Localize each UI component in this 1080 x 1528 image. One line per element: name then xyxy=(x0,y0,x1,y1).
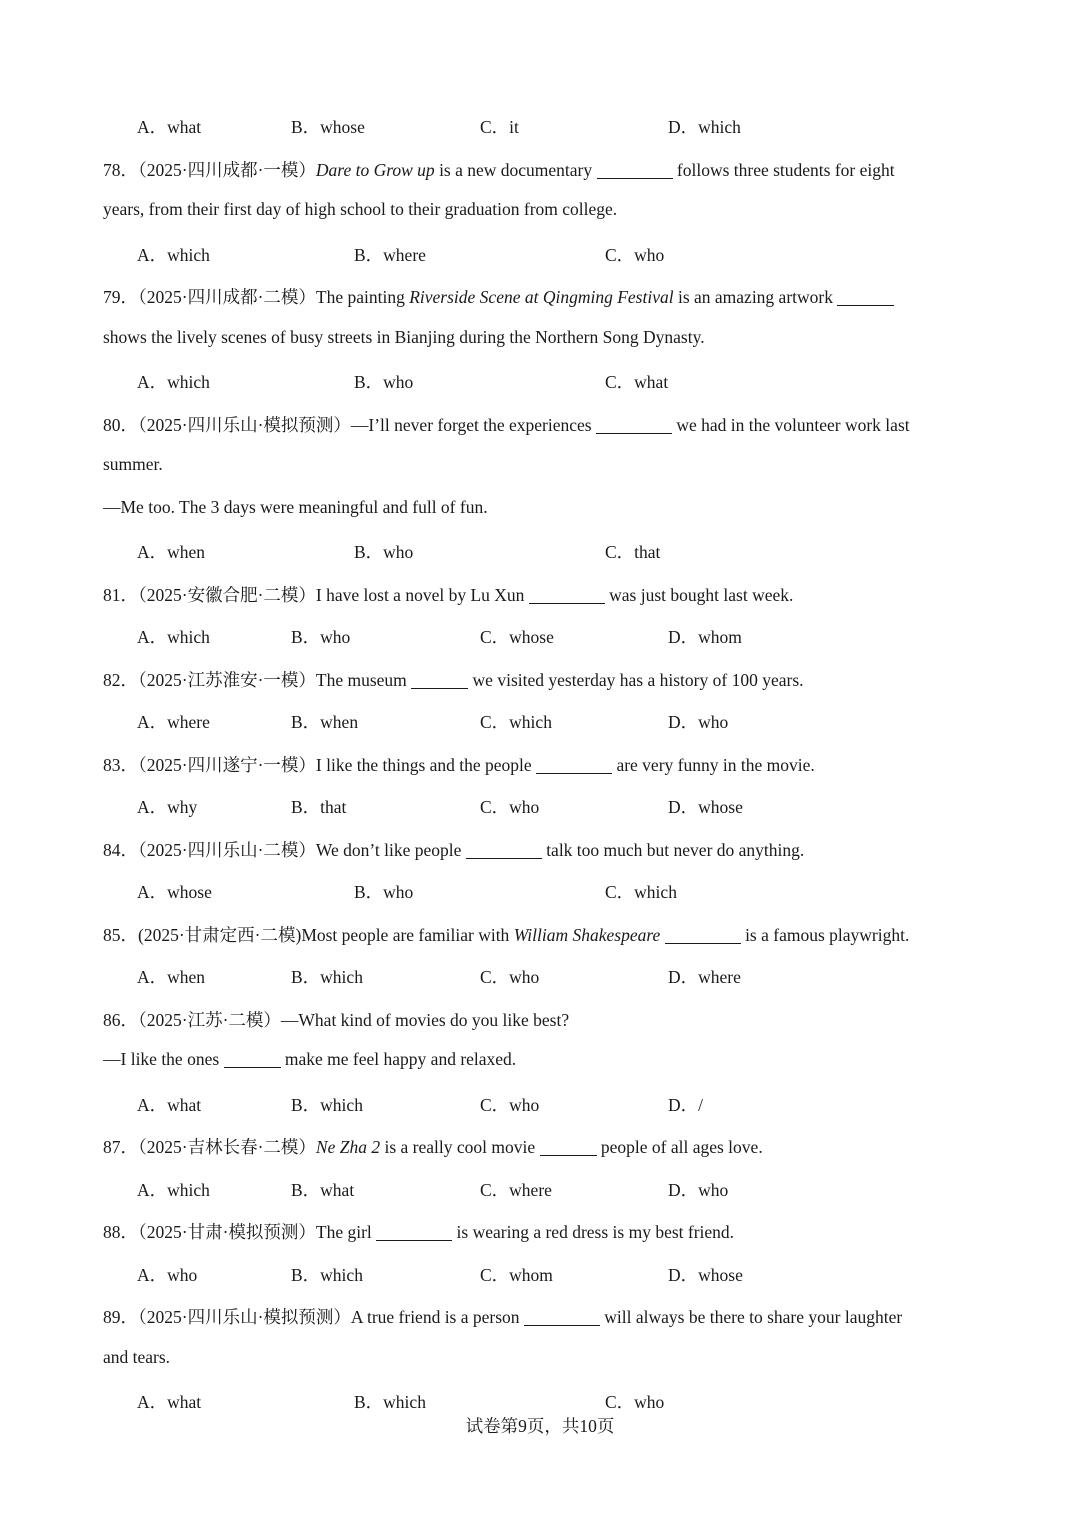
question-number: 86． xyxy=(103,1009,138,1030)
answer-blank[interactable] xyxy=(224,1050,281,1069)
answer-option[interactable]: B．who xyxy=(354,882,414,902)
question-text: The painting xyxy=(315,287,410,307)
question-source: （2025·吉林长春·二模） xyxy=(138,1137,316,1157)
answer-option[interactable]: A．where xyxy=(137,712,210,732)
question-text: The museum xyxy=(315,669,412,690)
answer-option[interactable]: B．which xyxy=(291,1264,363,1285)
question-text: The girl xyxy=(315,1222,377,1242)
question-text: —What kind of movies do you like best? xyxy=(280,1009,570,1030)
answer-option[interactable]: C．it xyxy=(480,117,519,137)
question-text: make me feel happy and relaxed. xyxy=(280,1049,517,1069)
question-text: talk too much but never do anything. xyxy=(541,839,805,860)
answer-option[interactable]: C．where xyxy=(480,1179,552,1200)
question-line xyxy=(103,582,793,607)
question-line xyxy=(103,1219,734,1244)
question-number: 82． xyxy=(103,669,138,690)
question-text: We don’t like people xyxy=(315,839,466,860)
answer-option[interactable]: C．which xyxy=(480,712,552,732)
question-text: follows three students for eight xyxy=(672,159,895,180)
question-number: 84． xyxy=(103,839,138,860)
question-continuation: and tears. xyxy=(103,1346,171,1367)
question-line xyxy=(103,837,804,862)
answer-option[interactable]: C．what xyxy=(605,372,669,392)
question-number: 78． xyxy=(103,159,138,180)
question-text: is a really cool movie xyxy=(380,1137,540,1157)
answer-option[interactable]: B．who xyxy=(354,542,414,562)
question-text: A true friend is a person xyxy=(350,1307,524,1327)
question-continuation: shows the lively scenes of busy streets in Bianjing during the Northern Song Dynasty. xyxy=(103,326,705,347)
answer-option[interactable]: C．who xyxy=(605,1392,665,1412)
question-line xyxy=(103,1134,763,1159)
answer-option[interactable]: B．where xyxy=(354,244,426,265)
answer-blank[interactable] xyxy=(665,925,741,944)
question-continuation: years, from their first day of high school to their graduation from college. xyxy=(103,199,618,219)
dialog-line xyxy=(103,1049,516,1070)
question-text: is wearing a red dress is my best friend. xyxy=(452,1222,735,1242)
question-text: I like the things and the people xyxy=(315,754,537,775)
answer-blank[interactable] xyxy=(536,755,612,774)
answer-option[interactable]: B．whose xyxy=(291,117,365,137)
answer-option[interactable]: C．whose xyxy=(480,627,554,647)
question-line xyxy=(103,922,909,947)
question-source: （2025·四川乐山·模拟预测） xyxy=(138,414,351,435)
answer-option[interactable]: D．whose xyxy=(668,797,743,817)
question-line xyxy=(103,667,804,692)
question-text: will always be there to share your laughter xyxy=(599,1307,903,1327)
answer-option[interactable]: A．whose xyxy=(137,882,212,902)
question-number: 87． xyxy=(103,1137,138,1157)
question-source: （2025·四川成都·一模） xyxy=(138,159,316,180)
answer-option[interactable]: A．which xyxy=(137,372,210,392)
question-source: （2025·江苏·二模） xyxy=(138,1009,281,1030)
question-source: （2025·四川乐山·模拟预测） xyxy=(138,1307,351,1327)
answer-option[interactable]: A．what xyxy=(137,117,202,137)
question-text: is a new documentary xyxy=(434,159,597,180)
answer-blank[interactable] xyxy=(540,1138,597,1157)
answer-option[interactable]: A．who xyxy=(137,1264,198,1285)
question-text: —I’ll never forget the experiences xyxy=(350,414,596,435)
question-text: are very funny in the movie. xyxy=(612,754,815,775)
answer-blank[interactable] xyxy=(596,415,672,434)
answer-blank[interactable] xyxy=(411,670,468,689)
question-number: 80． xyxy=(103,414,138,435)
title-italic: Dare to Grow up xyxy=(315,159,435,180)
answer-blank[interactable] xyxy=(529,585,605,604)
answer-option[interactable]: C．who xyxy=(480,797,540,817)
question-source: (2025·甘肃定西·二模) xyxy=(138,924,302,945)
answer-option[interactable]: B．who xyxy=(291,627,351,647)
question-line xyxy=(103,1007,569,1032)
title-italic: William Shakespeare xyxy=(513,924,661,945)
answer-option[interactable]: A．why xyxy=(137,797,198,817)
question-continuation: summer. xyxy=(103,454,163,474)
question-source: （2025·江苏淮安·一模） xyxy=(138,669,316,690)
answer-option[interactable]: C．whom xyxy=(480,1264,553,1285)
answer-option[interactable]: A．when xyxy=(137,542,206,562)
answer-option[interactable]: D．where xyxy=(668,967,741,987)
answer-option[interactable]: B．which xyxy=(291,967,363,987)
answer-blank[interactable] xyxy=(597,160,673,179)
question-number: 85． xyxy=(103,924,138,945)
title-italic: Ne Zha 2 xyxy=(315,1137,381,1157)
answer-option[interactable]: A．what xyxy=(137,1094,202,1115)
answer-option[interactable]: C．who xyxy=(480,1094,540,1115)
dialog-line: —Me too. The 3 days were meaningful and full of fun. xyxy=(103,496,488,517)
question-text: is an amazing artwork xyxy=(673,287,838,307)
answer-option[interactable]: A．which xyxy=(137,1179,210,1200)
question-line xyxy=(103,284,894,309)
question-line xyxy=(103,1304,902,1329)
question-line xyxy=(103,412,910,437)
question-source: （2025·四川乐山·二模） xyxy=(138,839,316,860)
answer-option[interactable]: B．what xyxy=(291,1179,355,1200)
answer-option[interactable]: B．which xyxy=(291,1094,363,1115)
answer-option[interactable]: D．which xyxy=(668,117,741,137)
answer-option[interactable]: B．which xyxy=(354,1392,426,1412)
page-footer: 试卷第9页，共10页 xyxy=(465,1416,615,1436)
question-source: （2025·四川成都·二模） xyxy=(138,287,316,307)
question-text: we had in the volunteer work last xyxy=(671,414,910,435)
answer-option[interactable]: C．who xyxy=(480,967,540,987)
question-text: we visited yesterday has a history of 100 years. xyxy=(468,669,804,690)
answer-option[interactable]: D．who xyxy=(668,1179,729,1200)
question-text: —I like the ones xyxy=(103,1049,224,1069)
question-text: I have lost a novel by Lu Xun xyxy=(315,584,529,605)
answer-option[interactable]: C．that xyxy=(605,542,661,562)
answer-option[interactable]: A．which xyxy=(137,627,210,647)
question-source: （2025·四川遂宁·一模） xyxy=(138,754,316,775)
answer-option[interactable]: B．who xyxy=(354,372,414,392)
answer-option[interactable]: B．when xyxy=(291,712,359,732)
question-source: （2025·安徽合肥·二模） xyxy=(138,584,316,605)
answer-option[interactable]: A．what xyxy=(137,1392,202,1412)
answer-option[interactable]: A．which xyxy=(137,244,210,265)
question-number: 88． xyxy=(103,1222,138,1242)
answer-option[interactable]: D．/ xyxy=(668,1094,703,1115)
answer-option[interactable]: C．who xyxy=(605,244,665,265)
question-number: 89． xyxy=(103,1307,138,1327)
answer-blank[interactable] xyxy=(376,1223,452,1242)
question-line xyxy=(103,752,815,777)
answer-blank[interactable] xyxy=(837,288,894,307)
answer-blank[interactable] xyxy=(466,840,542,859)
answer-option[interactable]: C．which xyxy=(605,882,677,902)
answer-option[interactable]: B．that xyxy=(291,797,347,817)
question-text: was just bought last week. xyxy=(604,584,794,605)
answer-option[interactable]: A．when xyxy=(137,967,206,987)
question-number: 79． xyxy=(103,287,138,307)
question-source: （2025·甘肃·模拟预测） xyxy=(138,1222,316,1242)
answer-option[interactable]: D．whose xyxy=(668,1264,743,1285)
question-number: 81． xyxy=(103,584,138,605)
title-italic: Riverside Scene at Qingming Festival xyxy=(409,287,674,307)
question-text: Most people are familiar with xyxy=(301,924,514,945)
answer-option[interactable]: D．who xyxy=(668,712,729,732)
answer-blank[interactable] xyxy=(524,1308,600,1327)
question-text: is a famous playwright. xyxy=(740,924,910,945)
answer-option[interactable]: D．whom xyxy=(668,627,742,647)
question-line xyxy=(103,157,895,182)
question-text: people of all ages love. xyxy=(596,1137,763,1157)
question-number: 83． xyxy=(103,754,138,775)
